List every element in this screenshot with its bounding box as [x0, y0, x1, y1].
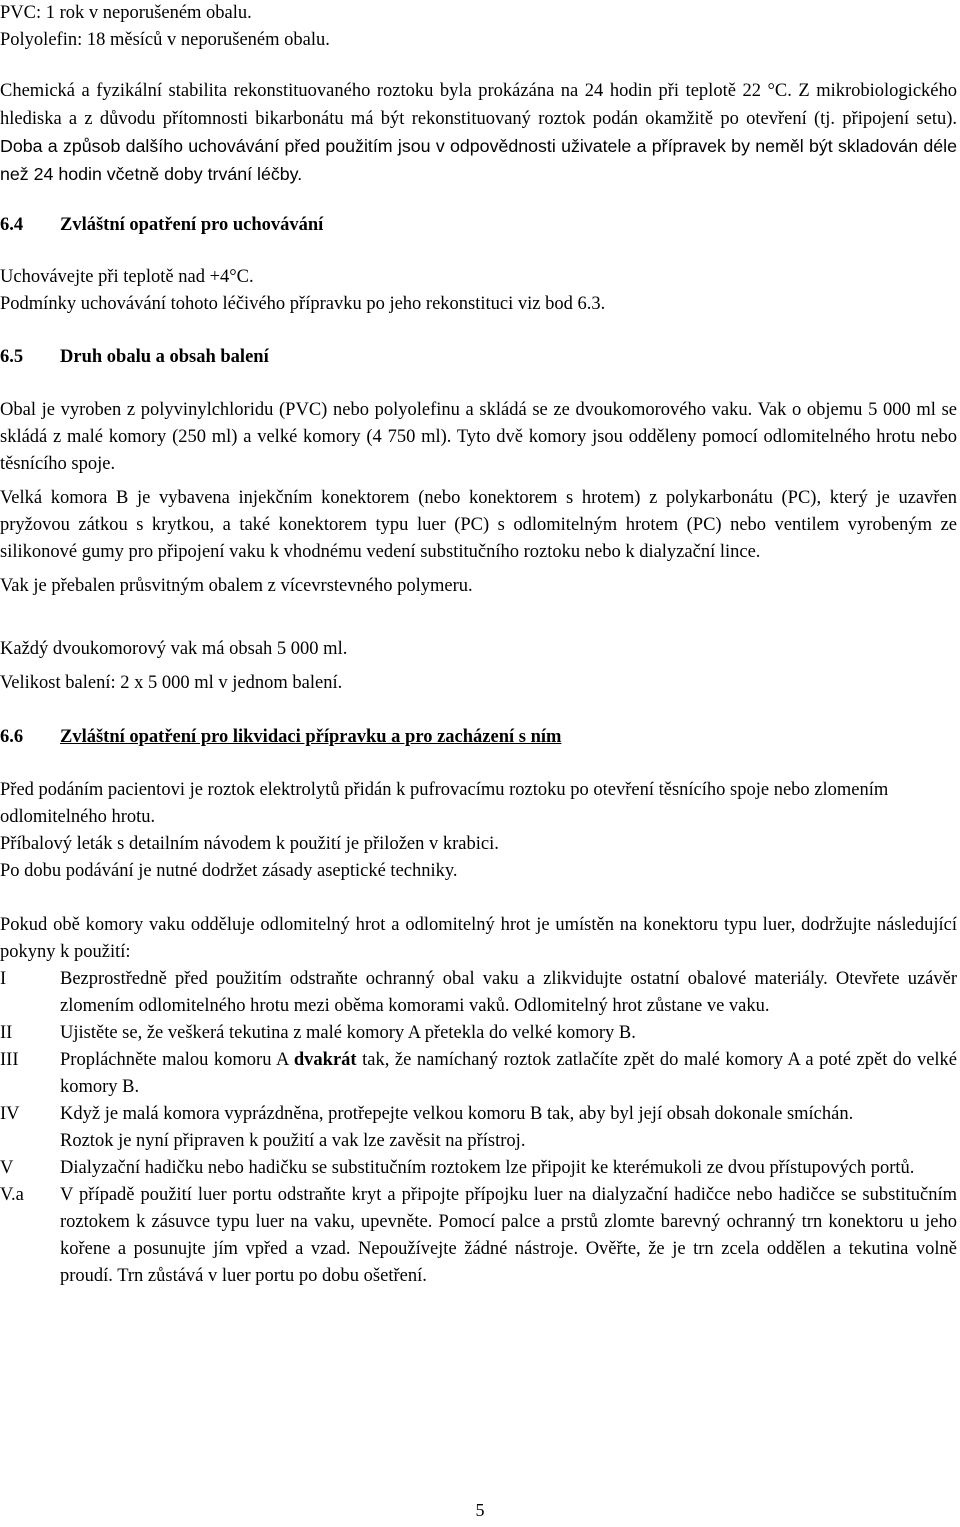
- step-marker: V: [0, 1158, 14, 1178]
- page-number: 5: [475, 1500, 485, 1520]
- instruction-step: [0, 1101, 957, 1155]
- step-text-part: Roztok je nyní připraven k použití a vak lze zavěsit na přístroj.: [60, 1131, 526, 1151]
- section-number: 6.4: [0, 215, 24, 235]
- step-text-part: Když je malá komora vyprázdněna, protřepejte velkou komoru B tak, aby byl její obsah dokonale smíchán.: [60, 1104, 854, 1124]
- section-6-6-heading: [0, 724, 957, 751]
- section-number: 6.6: [0, 727, 24, 747]
- step-marker: IV: [0, 1104, 20, 1124]
- section-6-4-heading: [0, 212, 957, 239]
- container-paragraph: Obal je vyroben z polyvinylchloridu (PVC) nebo polyolefinu a skládá se ze dvoukomorového vaku. Vak o objemu 5 000 ml se skládá z malé komory (250 ml) a velké komory (4 750 ml). Tyto dvě komory jsou odděleny pomocí odlomitelného hrotu nebo těsnícího spoje.: [0, 400, 957, 474]
- section-number: 6.5: [0, 347, 24, 367]
- step-text: Dialyzační hadičku nebo hadičku se substitučním roztokem lze připojit ke kterémukoli ze dvou přístupových portů.: [60, 1158, 915, 1178]
- step-marker: III: [0, 1050, 19, 1070]
- step-marker: I: [0, 969, 7, 989]
- step-marker: V.a: [0, 1185, 24, 1205]
- aseptic-line: Po dobu podávání je nutné dodržet zásady aseptické techniky.: [0, 861, 458, 881]
- stability-serif-text: Chemická a fyzikální stabilita rekonstituovaného roztoku byla prokázána na 24 hodin při teplotě 22 °C. Z mikrobiologického hlediska a z důvodu přítomnosti bikarbonátu má být rekonstituovaný roztok podán okamžitě po otevření (tj. připojení setu).: [0, 81, 957, 129]
- step-text: [60, 1101, 957, 1155]
- section-title: Zvláštní opatření pro likvidaci přípravku a pro zacházení s ním: [60, 727, 562, 747]
- handling-paragraph: Před podáním pacientovi je roztok elektrolytů přidán k pufrovacímu roztoku po otevření těsnícího spoje nebo zlomením odlomitelného hrotu.: [0, 780, 889, 827]
- storage-line-polyolefin: Polyolefin: 18 měsíců v neporušeném obalu.: [0, 30, 330, 50]
- section-title: Druh obalu a obsah balení: [60, 347, 269, 367]
- instruction-step: [0, 1182, 957, 1290]
- section-6-5-heading: [0, 344, 957, 371]
- storage-reconstitution-line: Podmínky uchovávání tohoto léčivého přípravku po jeho rekonstituci viz bod 6.3.: [0, 294, 606, 314]
- overpouch-paragraph: Vak je přebalen průsvitným obalem z vícevrstevného polymeru.: [0, 576, 473, 596]
- step-text: Bezprostředně před použitím odstraňte ochranný obal vaku a zlikvidujte ostatní obalové materiály. Otevřete uzávěr zlomením odlomitelného hrotu mezi oběma komorami vaků. Odlomitelný hrot zůstane ve vaku.: [60, 969, 957, 1016]
- instruction-step: [0, 1020, 957, 1047]
- step-text-part: tak, že namíchaný roztok zatlačíte zpět do malé komory A a poté zpět do velké komory B.: [60, 1050, 958, 1097]
- pack-size-line: Velikost balení: 2 x 5 000 ml v jednom balení.: [0, 673, 343, 693]
- stability-paragraph: [0, 78, 957, 189]
- instruction-step: [0, 966, 957, 1020]
- instruction-step: [0, 1155, 957, 1182]
- step-text: [60, 1047, 957, 1101]
- bag-content-line: Každý dvoukomorový vak má obsah 5 000 ml.: [0, 639, 348, 659]
- chamber-paragraph: Velká komora B je vybavena injekčním konektorem (nebo konektorem s hrotem) z polykarbonátu (PC), který je uzavřen pryžovou zátkou s krytkou, a také konektorem typu luer (PC) s odlomitelným hrotem (PC) nebo ventilem vyrobeným ze silikonové gumy pro připojení vaku k vhodnému vedení substitučního roztoku nebo k dialyzační lince.: [0, 488, 957, 562]
- step-text: V případě použití luer portu odstraňte kryt a připojte přípojku luer na dialyzační hadičce nebo hadičce se substitučním roztokem k zásuvce typu luer na vaku, upevněte. Pomocí palce a prstů zlomte barevný ochranný trn konektoru u jeho kořene a posunujte jím vpřed a vzad. Nepoužívejte žádné nástroje. Ověřte, že je trn zcela oddělen a tekutina volně proudí. Trn zůstává v luer portu po dobu ošetření.: [60, 1185, 957, 1286]
- step-text: Ujistěte se, že veškerá tekutina z malé komory A přetekla do velké komory B.: [60, 1023, 636, 1043]
- instruction-step: [0, 1047, 957, 1101]
- storage-temperature-line: Uchovávejte při teplotě nad +4°C.: [0, 267, 254, 287]
- section-title: Zvláštní opatření pro uchovávání: [60, 215, 324, 235]
- step-marker: II: [0, 1023, 13, 1043]
- leaflet-line: Příbalový leták s detailním návodem k použití je přiložen v krabici.: [0, 834, 499, 854]
- step-text-part: Propláchněte malou komoru A: [60, 1050, 294, 1070]
- storage-line-pvc: PVC: 1 rok v neporušeném obalu.: [0, 3, 252, 23]
- instructions-intro: Pokud obě komory vaku odděluje odlomitelný hrot a odlomitelný hrot je umístěn na konektoru typu luer, dodržujte následující pokyny k použití:: [0, 915, 957, 962]
- step-text-emphasis: dvakrát: [293, 1050, 357, 1070]
- stability-sans-text: Doba a způsob dalšího uchovávání před použitím jsou v odpovědnosti uživatele a přípravek by neměl být skladován déle než 24 hodin včetně doby trvání léčby.: [0, 136, 957, 184]
